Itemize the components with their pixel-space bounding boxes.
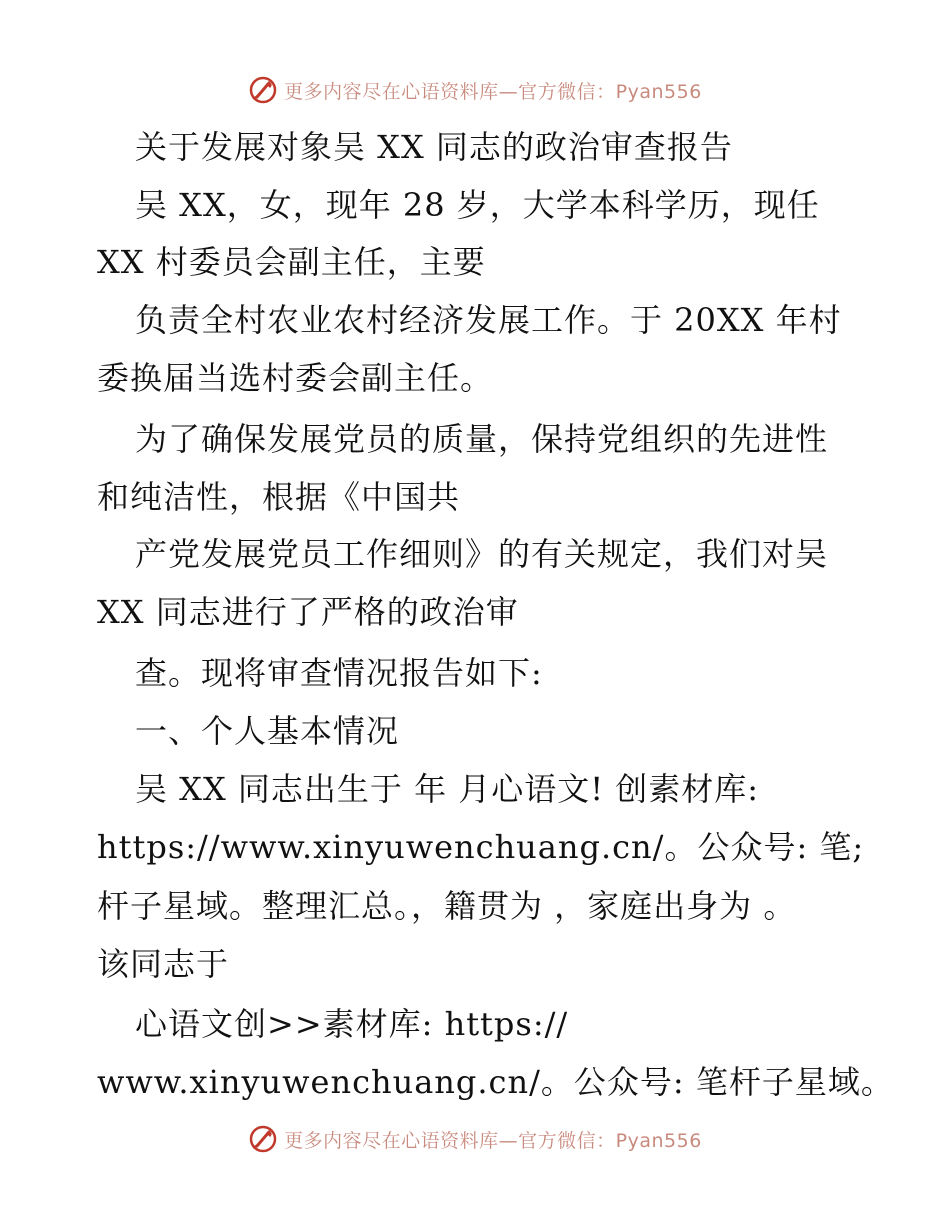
watermark-text: 更多内容尽在心语资料库—官方微信：Pyan556 <box>284 80 702 103</box>
quill-pen-logo-icon <box>248 1124 278 1154</box>
paragraph-line: 产党发展党员工作细则》的有关规定，我们对吴 <box>135 535 829 573</box>
paragraph-line: 杆子星域。整理汇总。，籍贯为 ，家庭出身为 。 <box>97 887 797 925</box>
paragraph-line: 该同志于 <box>97 945 230 983</box>
footer-watermark-banner <box>0 1119 950 1159</box>
paragraph-line: 吴 XX 同志出生于 年 月心语文! 创素材库: <box>135 770 760 808</box>
paragraph-line: XX 同志进行了严格的政治审 <box>97 593 519 631</box>
paragraph-line: 负责全村农业农村经济发展工作。于 20XX 年村 <box>135 301 842 339</box>
paragraph-line: 查。现将审查情况报告如下: <box>135 654 543 692</box>
paragraph-line: www.xinyuwenchuang.cn/。公众号: 笔杆子星域。 <box>97 1063 894 1101</box>
paragraph-line: 和纯洁性，根据《中国共 <box>97 478 461 516</box>
paragraph-line: XX 村委员会副主任，主要 <box>97 243 486 281</box>
paragraph-line: 委换届当选村委会副主任。 <box>97 359 494 397</box>
paragraph-line: 吴 XX，女，现年 28 岁，大学本科学历，现任 <box>135 186 820 224</box>
paragraph-line: 心语文创>>素材库: https:// <box>135 1005 569 1043</box>
section-heading: 一、个人基本情况 <box>135 712 400 750</box>
paragraph-line: https://www.xinyuwenchuang.cn/。公众号: 笔; <box>97 828 865 866</box>
watermark-text: 更多内容尽在心语资料库—官方微信：Pyan556 <box>284 1129 702 1152</box>
paragraph-line: 为了确保发展党员的质量，保持党组织的先进性 <box>135 420 829 458</box>
document-title: 关于发展对象吴 XX 同志的政治审查报告 <box>135 128 733 166</box>
